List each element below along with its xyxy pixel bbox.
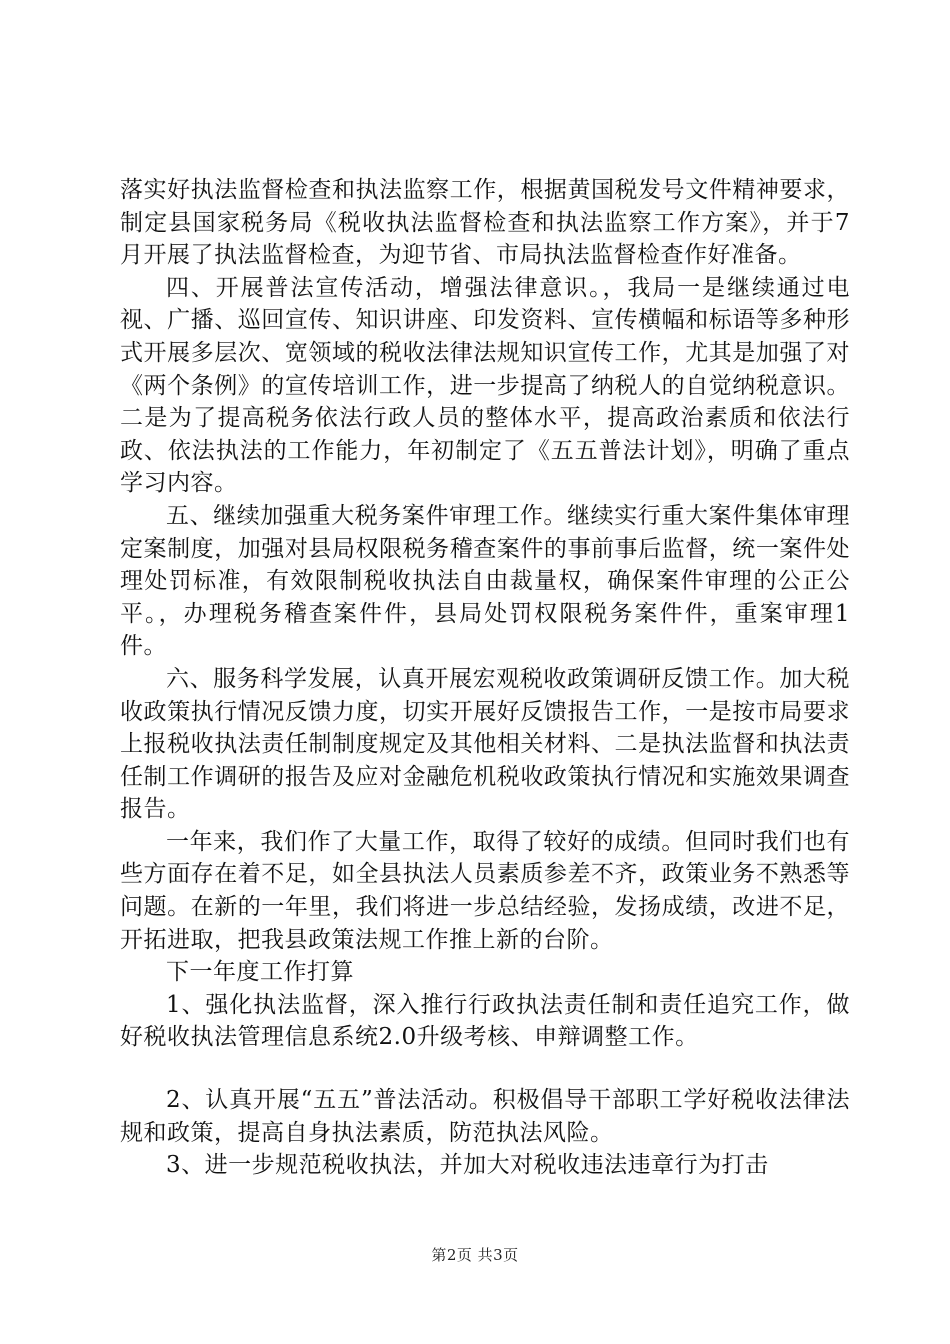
paragraph-section-five: 五、继续加强重大税务案件审理工作。继续实行重大案件集体审理定案制度，加强对县局权限税务稽查案件的事前事后监督，统一案件处理处罚标准，有效限制税收执法自由裁量权，确保案件审理的公正公平。，办理税务稽查案件件，县局处罚权限税务案件件，重案审理1件。 <box>120 502 850 660</box>
paragraph-summary: 一年来，我们作了大量工作，取得了较好的成绩。但同时我们也有些方面存在着不足，如全县执法人员素质参差不齐，政策业务不熟悉等问题。在新的一年里，我们将进一步总结经验，发扬成绩，改进不足，开拓进取，把我县政策法规工作推上新的台阶。 <box>120 828 850 953</box>
paragraph-section-six: 六、服务科学发展，认真开展宏观税收政策调研反馈工作。加大税收政策执行情况反馈力度，切实开展好反馈报告工作，一是按市局要求上报税收执法责任制制度规定及其他相关材料、二是执法监督和执法责任制工作调研的报告及应对金融危机税收政策执行情况和实施效果调查报告。 <box>120 665 850 823</box>
paragraph-section-four: 四、开展普法宣传活动，增强法律意识。，我局一是继续通过电视、广播、巡回宣传、知识讲座、印发资料、宣传横幅和标语等多种形式开展多层次、宽领域的税收法律法规知识宣传工作，尤其是加强了对《两个条例》的宣传培训工作，进一步提高了纳税人的自觉纳税意识。二是为了提高税务依法行政人员的整体水平，提高政治素质和依法行政、依法执法的工作能力，年初制定了《五五普法计划》，明确了重点学习内容。 <box>120 274 850 497</box>
section-heading-next-year: 下一年度工作打算 <box>166 959 354 986</box>
plan-item-2: 2、认真开展“五五”普法活动。积极倡导干部职工学好税收法律法规和政策，提高自身执法素质，防范执法风险。 <box>120 1087 850 1146</box>
document-body <box>120 174 850 1182</box>
paragraph-continued: 落实好执法监督检查和执法监察工作，根据黄国税发号文件精神要求，制定县国家税务局《税收执法监督检查和执法监察工作方案》，并于7月开展了执法监督检查，为迎节省、市局执法监督检查作好准备。 <box>120 177 850 269</box>
plan-item-3: 3、进一步规范税收执法，并加大对税收违法违章行为打击 <box>166 1152 769 1179</box>
plan-item-1: 1、强化执法监督，深入推行行政执法责任制和责任追究工作，做好税收执法管理信息系统2.0升级考核、申辩调整工作。 <box>120 991 850 1051</box>
page-footer: 第2页 共3页 <box>431 1246 519 1264</box>
